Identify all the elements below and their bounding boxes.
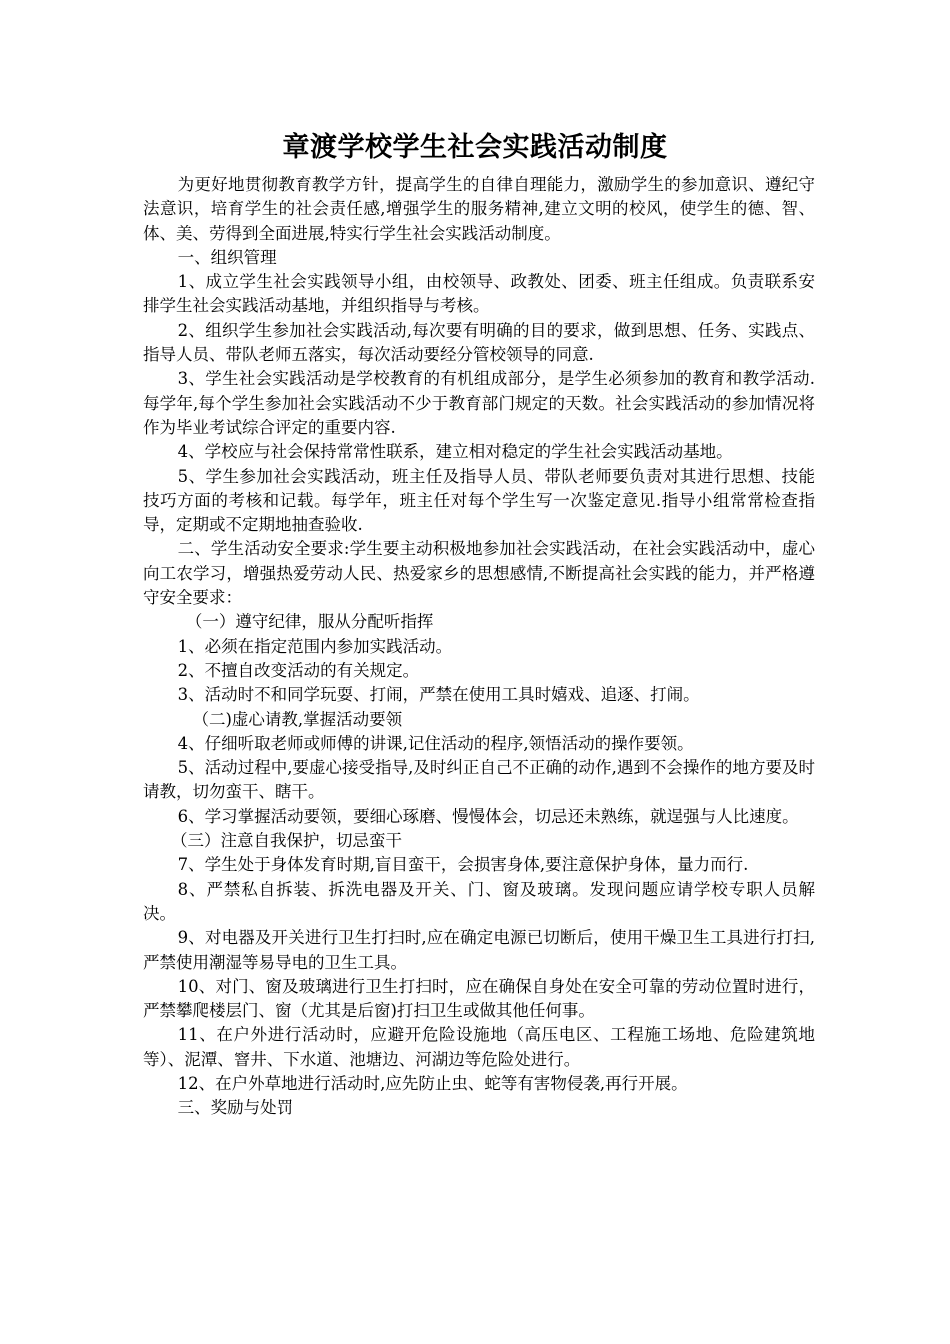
document-title: 章渡学校学生社会实践活动制度 <box>282 132 668 163</box>
rule-item-5: 5、活动过程中,要虚心接受指导,及时纠正自己不正确的动作,遇到不会操作的地方要及时请教，切勿蛮干、瞎干。 <box>143 758 815 802</box>
rule-item-3: 3、活动时不和同学玩耍、打闹，严禁在使用工具时嬉戏、追逐、打闹。 <box>177 685 700 705</box>
paragraph-item-5: 5、学生参加社会实践活动，班主任及指导人员、带队老师要负责对其进行思想、技能技巧方面的考核和记载。每学年，班主任对每个学生写一次鉴定意见.指导小组常常检查指导，定期或不定期地抽查验收. <box>143 466 815 535</box>
subsection-heading-learning: （二)虚心请教,掌握活动要领 <box>192 709 403 729</box>
paragraph-item-2: 2、组织学生参加社会实践活动,每次要有明确的目的要求，做到思想、任务、实践点、指导人员、带队老师五落实，每次活动要经分管校领导的同意. <box>143 320 815 365</box>
rule-item-7: 7、学生处于身体发育时期,盲目蛮干，会损害身体,要注意保护身体，量力而行. <box>177 855 749 875</box>
section-heading-organization: 一、组织管理 <box>177 247 277 267</box>
rule-item-6: 6、学习掌握活动要领，要细心琢磨、慢慢体会，切忌还未熟练，就逞强与人比速度。 <box>177 806 799 826</box>
rule-item-10: 10、对门、窗及玻璃进行卫生打扫时，应在确保自身处在安全可靠的劳动位置时进行，严禁攀爬楼层门、窗（尤其是后窗)打扫卫生或做其他任何事。 <box>143 976 815 1021</box>
rule-item-11: 11、在户外进行活动时，应避开危险设施地（高压电区、工程施工场地、危险建筑地等）、泥潭、窨井、下水道、池塘边、河湖边等危险处进行。 <box>143 1025 815 1069</box>
rule-item-8: 8、严禁私自拆装、拆洗电器及开关、门、窗及玻璃。发现问题应请学校专职人员解决。 <box>143 879 815 923</box>
section-heading-safety: 二、学生活动安全要求:学生要主动积极地参加社会实践活动，在社会实践活动中，虚心向工农学习，增强热爱劳动人民、热爱家乡的思想感情,不断提高社会实践的能力，并严格遵守安全要求： <box>143 539 815 608</box>
rule-item-9: 9、对电器及开关进行卫生打扫时,应在确定电源已切断后，使用干燥卫生工具进行打扫,严禁使用潮湿等易导电的卫生工具。 <box>143 928 815 972</box>
rule-item-12: 12、在户外草地进行活动时,应先防止虫、蛇等有害物侵袭,再行开展。 <box>177 1073 688 1093</box>
rule-item-4: 4、仔细听取老师或师傅的讲课,记住活动的程序,领悟活动的操作要领。 <box>177 733 694 753</box>
paragraph-item-3: 3、学生社会实践活动是学校教育的有机组成部分，是学生必须参加的教育和教学活动.每学年,每个学生参加社会实践活动不少于教育部门规定的天数。社会实践活动的参加情况将作为毕业考试综合评定的重要内容. <box>143 369 815 437</box>
document-body <box>143 173 815 1121</box>
section-heading-rewards: 三、奖励与处罚 <box>177 1098 294 1118</box>
paragraph-item-1: 1、成立学生社会实践领导小组，由校领导、政教处、团委、班主任组成。负责联系安排学生社会实践活动基地，并组织指导与考核。 <box>143 272 815 316</box>
subsection-heading-discipline: （一）遵守纪律，服从分配听指挥 <box>185 612 434 632</box>
intro-paragraph: 为更好地贯彻教育教学方针，提高学生的自律自理能力，激励学生的参加意识、遵纪守法意识，培育学生的社会责任感,增强学生的服务精神,建立文明的校风，使学生的德、智、体、美、劳得到全面进展,特实行学生社会实践活动制度。 <box>143 175 815 243</box>
paragraph-item-4: 4、学校应与社会保持常常性联系，建立相对稳定的学生社会实践活动基地。 <box>177 442 733 462</box>
rule-item-2: 2、不擅自改变活动的有关规定。 <box>177 660 420 680</box>
subsection-heading-protection: （三）注意自我保护，切忌蛮干 <box>171 831 403 851</box>
rule-item-1: 1、必须在指定范围内参加实践活动。 <box>177 636 453 656</box>
